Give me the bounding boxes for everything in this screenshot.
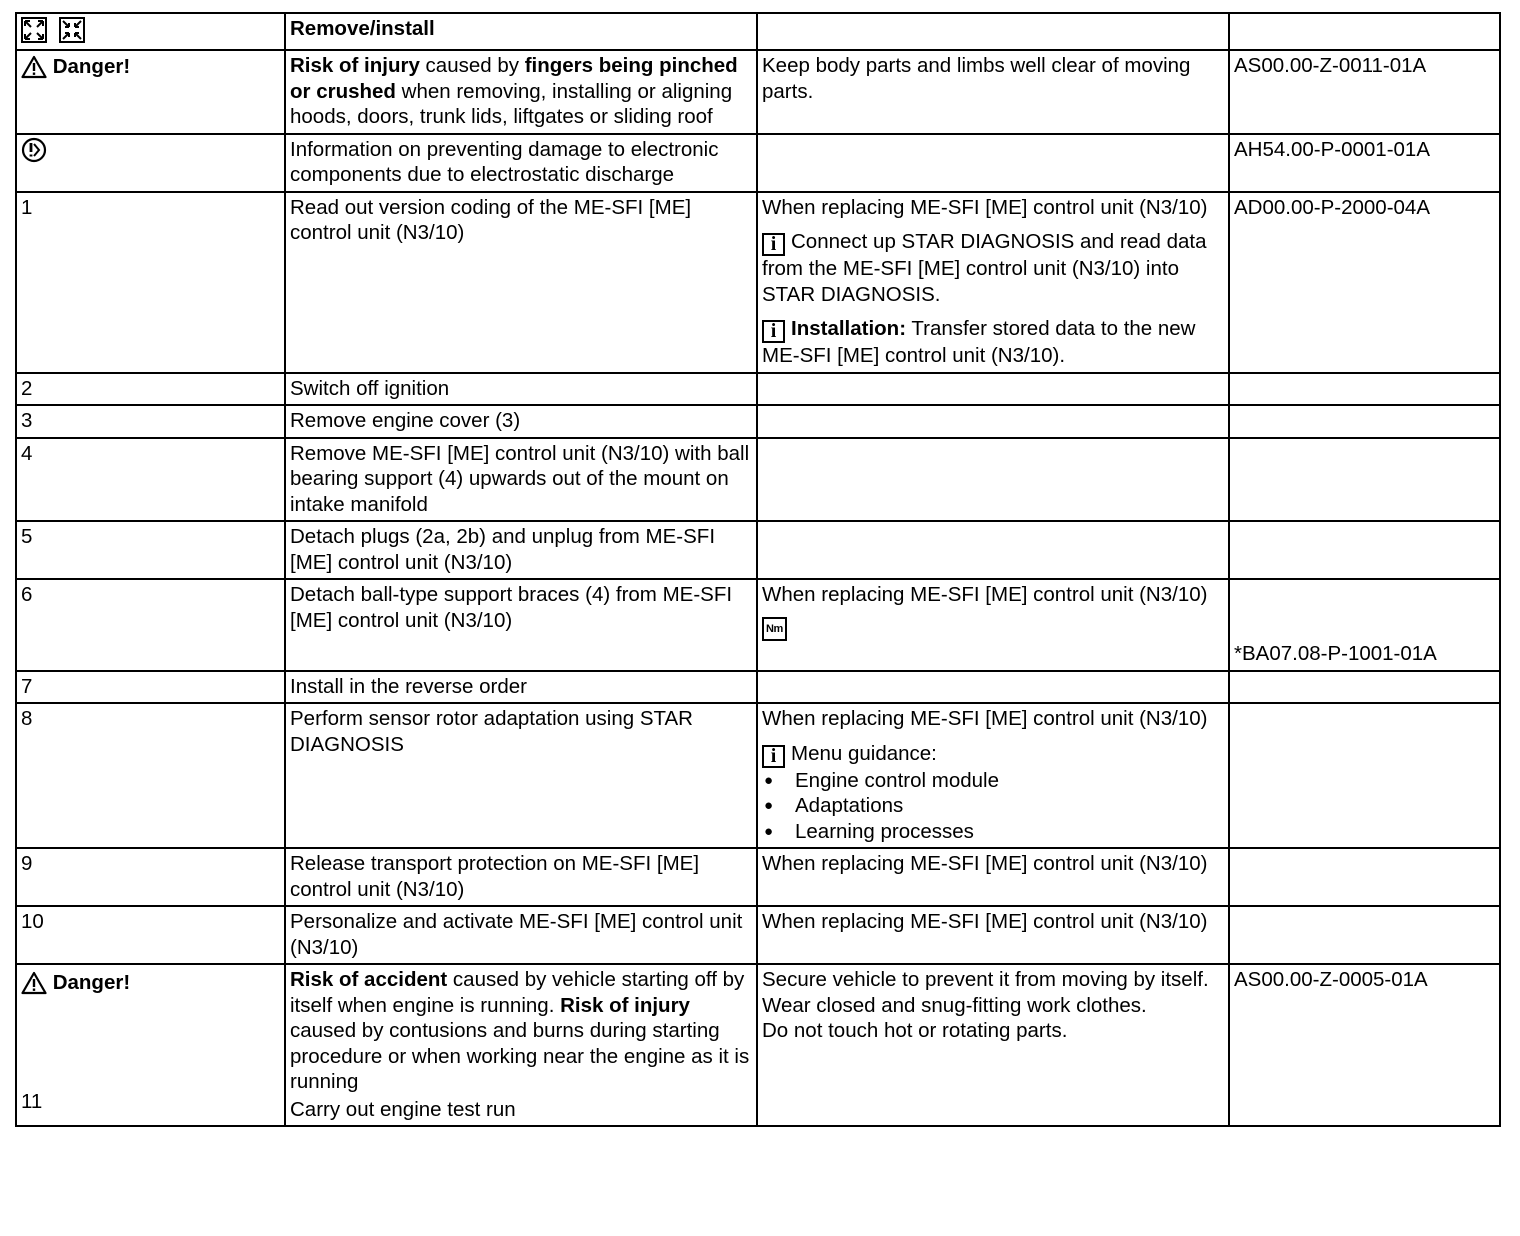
danger-label: Danger! — [52, 54, 131, 78]
step-ref-empty — [1229, 521, 1500, 579]
esd-empty — [757, 134, 1229, 192]
header-title: Remove/install — [285, 13, 757, 50]
step-row-4 — [16, 438, 1500, 522]
step-text: Detach plugs (2a, 2b) and unplug from ME-SFI [ME] control unit (N3/10) — [285, 521, 757, 579]
step-ref — [1229, 192, 1500, 373]
step-ref — [1229, 579, 1500, 671]
step-row-2 — [16, 373, 1500, 406]
danger-cell-2 — [16, 964, 285, 1126]
step-row-3 — [16, 405, 1500, 438]
reference-link[interactable]: *BA07.08-P-1001-01A — [1234, 642, 1437, 665]
step-number: 6 — [16, 579, 285, 671]
step-number: 11 — [21, 1090, 43, 1114]
step-row-1 — [16, 192, 1500, 373]
danger-label: Danger! — [52, 970, 131, 994]
menu-guidance-list — [762, 768, 1224, 845]
step-number: 3 — [16, 405, 285, 438]
step-note: When replacing ME-SFI [ME] control unit (N3/10) — [762, 195, 1208, 219]
step-note: When replacing ME-SFI [ME] control unit (N3/10) — [762, 583, 1208, 606]
danger-ref — [1229, 50, 1500, 134]
step-row-6 — [16, 579, 1500, 671]
step-row-7 — [16, 671, 1500, 704]
step-number: 7 — [16, 671, 285, 704]
step-ref-empty — [1229, 906, 1500, 964]
step-text: Carry out engine test run — [290, 1097, 516, 1121]
info-icon: i — [762, 233, 785, 256]
step-text: Read out version coding of the ME-SFI [ME] control unit (N3/10) — [285, 192, 757, 373]
step-text: Detach ball-type support braces (4) from ME-SFI [ME] control unit (N3/10) — [285, 579, 757, 671]
info-note-2: i Installation: Transfer stored data to the new ME-SFI [ME] control unit (N3/10). — [762, 317, 1196, 367]
warning-triangle-icon — [21, 55, 47, 79]
step-ref-empty — [1229, 703, 1500, 848]
esd-ref — [1229, 134, 1500, 192]
header-icons-cell — [16, 13, 285, 50]
danger-cell-1 — [16, 50, 285, 134]
header-empty-3 — [757, 13, 1229, 50]
esd-text: Information on preventing damage to electronic components due to electrostatic discharge — [285, 134, 757, 192]
warning-triangle-icon — [21, 971, 47, 995]
expand-arrows-icon — [21, 17, 47, 43]
info-icon: i — [762, 745, 785, 768]
reference-link[interactable]: AS00.00-Z-0005-01A — [1234, 968, 1428, 991]
step-row-5 — [16, 521, 1500, 579]
step-text: Install in the reverse order — [285, 671, 757, 704]
reference-link[interactable]: AH54.00-P-0001-01A — [1234, 137, 1431, 161]
step-number: 1 — [16, 192, 285, 373]
step-note: When replacing ME-SFI [ME] control unit (N3/10) — [762, 707, 1208, 730]
step-text: Perform sensor rotor adaptation using STAR DIAGNOSIS — [285, 703, 757, 848]
step-note-empty — [757, 373, 1229, 406]
list-item: ● Learning processes — [762, 819, 1224, 845]
danger-ref — [1229, 964, 1500, 1126]
list-item: ● Adaptations — [762, 793, 1224, 819]
step-ref-empty — [1229, 671, 1500, 704]
danger-row-1 — [16, 50, 1500, 134]
list-item: ● Engine control module — [762, 768, 1224, 794]
step-number: 2 — [16, 373, 285, 406]
step-note-cell — [757, 192, 1229, 373]
step-note: When replacing ME-SFI [ME] control unit (N3/10) — [757, 906, 1229, 964]
step-row-9 — [16, 848, 1500, 906]
info-note-1: i Connect up STAR DIAGNOSIS and read data from the ME-SFI [ME] control unit (N3/10) into STAR DIAGNOSIS. — [762, 230, 1207, 306]
step-text: Release transport protection on ME-SFI [ME] control unit (N3/10) — [285, 848, 757, 906]
esd-warning-icon — [21, 137, 47, 163]
danger-risk-text: Risk of injury caused by fingers being pinched or crushed when removing, installing or aligning hoods, doors, trunk lids, liftgates or sliding roof — [285, 50, 757, 134]
step-note: When replacing ME-SFI [ME] control unit (N3/10) — [757, 848, 1229, 906]
danger-risk-text: Risk of accident caused by vehicle starting off by itself when engine is running. Risk of injury caused by contusions and burns during starting procedure or when working near the engine as it is running Carry out engine test run — [285, 964, 757, 1126]
step-number: 4 — [16, 438, 285, 522]
step-note-empty — [757, 438, 1229, 522]
step-ref-empty — [1229, 405, 1500, 438]
step-note-cell — [757, 579, 1229, 671]
danger-row-2 — [16, 964, 1500, 1126]
step-number: 8 — [16, 703, 285, 848]
step-text: Remove engine cover (3) — [285, 405, 757, 438]
step-ref-empty — [1229, 848, 1500, 906]
step-text: Switch off ignition — [285, 373, 757, 406]
step-note-empty — [757, 671, 1229, 704]
procedure-table — [15, 12, 1501, 1127]
step-note-empty — [757, 405, 1229, 438]
step-text: Personalize and activate ME-SFI [ME] control unit (N3/10) — [285, 906, 757, 964]
reference-link[interactable]: AD00.00-P-2000-04A — [1234, 195, 1431, 219]
torque-icon: Nm — [762, 617, 787, 641]
reference-link[interactable]: AS00.00-Z-0011-01A — [1234, 54, 1427, 77]
danger-action: Secure vehicle to prevent it from moving by itself. Wear closed and snug-fitting work clothes. Do not touch hot or rotating parts. — [757, 964, 1229, 1126]
header-row — [16, 13, 1500, 50]
step-row-10 — [16, 906, 1500, 964]
step-row-8 — [16, 703, 1500, 848]
danger-action: Keep body parts and limbs well clear of moving parts. — [757, 50, 1229, 134]
step-note-empty — [757, 521, 1229, 579]
esd-cell — [16, 134, 285, 192]
step-number: 10 — [16, 906, 285, 964]
step-text: Remove ME-SFI [ME] control unit (N3/10) with ball bearing support (4) upwards out of the mount on intake manifold — [285, 438, 757, 522]
header-empty-4 — [1229, 13, 1500, 50]
esd-row — [16, 134, 1500, 192]
info-icon: i — [762, 320, 785, 343]
compress-arrows-icon — [59, 17, 85, 43]
step-note-cell — [757, 703, 1229, 848]
info-note: i Menu guidance: — [762, 741, 1224, 768]
step-number: 9 — [16, 848, 285, 906]
step-ref-empty — [1229, 438, 1500, 522]
step-ref-empty — [1229, 373, 1500, 406]
step-number: 5 — [16, 521, 285, 579]
